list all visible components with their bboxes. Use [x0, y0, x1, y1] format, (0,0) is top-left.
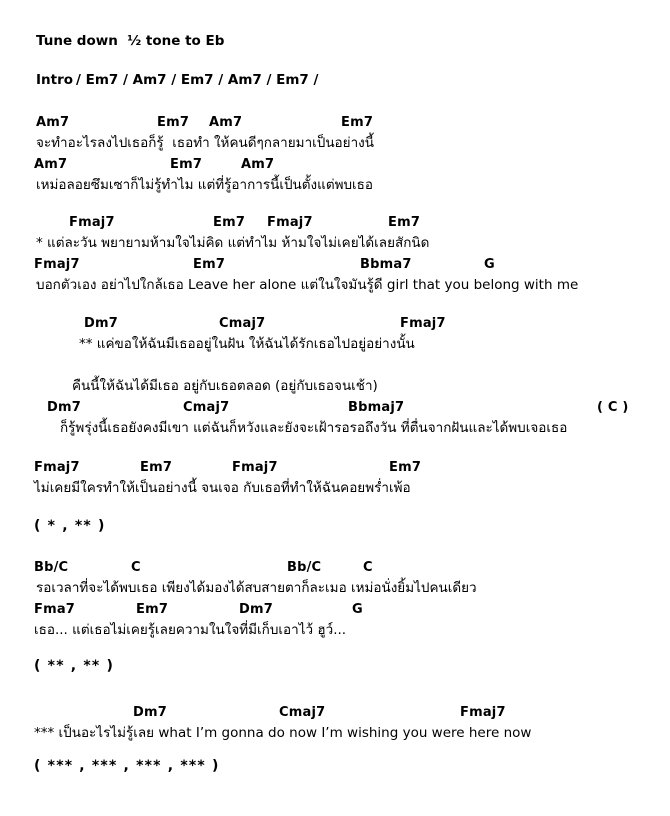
- chord: Cmaj7: [183, 400, 230, 415]
- chord: Em7: [341, 115, 374, 130]
- chord: Am7: [34, 157, 68, 172]
- chord: Em7: [389, 460, 422, 475]
- lyric-text: บอกตัวเอง อย่าไปใกล้เธอ Leave her alone แต่ในใจมันรู้ดี girl that you belong with me: [36, 277, 579, 293]
- chord-row: [0, 212, 670, 233]
- lyric-row: [0, 376, 670, 397]
- chord: Bb/C: [287, 560, 322, 575]
- lyric-text: * แต่ละวัน พยายามห้ามใจไม่คิด แต่ทำไม ห้ามใจไม่เคยได้เลยสักนิด: [36, 235, 430, 251]
- lyric-text: เหม่อลอยซึมเซาก็ไม่รู้ทำไม แต่ที่รู้อาการนี้เป็นตั้งแต่พบเธอ: [36, 177, 374, 193]
- lyric-text: รอเวลาที่จะได้พบเธอ เพียงได้มองได้สบสายตาก็ละเมอ เหม่อนั่งยิ้มไปคนเดียว: [36, 580, 477, 596]
- chord-row: [0, 313, 670, 334]
- repeat-marker-3: ( *** , *** , *** , *** ): [34, 758, 220, 774]
- chord: Dm7: [84, 316, 118, 331]
- lyric-row: [0, 723, 670, 744]
- chord: Em7: [193, 257, 226, 272]
- chord: Fmaj7: [69, 215, 115, 230]
- chord: G: [352, 602, 363, 617]
- lyric-text: เธอ... แต่เธอไม่เคยรู้เลยความในใจที่มีเก็บเอาไว้ ฮูว์...: [34, 622, 347, 638]
- chord: Am7: [36, 115, 70, 130]
- chord-row: [0, 702, 670, 723]
- tuning-instruction: Tune down ½ tone to Eb: [36, 33, 225, 49]
- chord: Fmaj7: [267, 215, 313, 230]
- section-verse-1: [0, 112, 670, 196]
- lyric-text: ** แค่ขอให้ฉันมีเธออยู่ในฝัน ให้ฉันได้รักเธอไปอยู่อย่างนั้น: [79, 336, 415, 352]
- lyric-text: จะทำอะไรลงไปเธอก็รู้ เธอทำ ให้คนดีๆกลายมาเป็นอย่างนี้: [36, 135, 374, 151]
- chord-row: [0, 457, 670, 478]
- lyric-row: [0, 578, 670, 599]
- chord-row: [0, 397, 670, 418]
- intro-label: Intro: [36, 72, 74, 88]
- chord: Em7: [170, 157, 203, 172]
- chord: C: [363, 560, 373, 575]
- chord: Em7: [157, 115, 190, 130]
- chord-row: [0, 254, 670, 275]
- chord-row: [0, 557, 670, 578]
- lyric-row: [0, 620, 670, 641]
- chord: Cmaj7: [219, 316, 266, 331]
- chord: Bb/C: [34, 560, 69, 575]
- lyric-row: [0, 175, 670, 196]
- chord: Bbmaj7: [348, 400, 405, 415]
- chord: Em7: [213, 215, 246, 230]
- chord: Fma7: [34, 602, 76, 617]
- lyric-text: *** เป็นอะไรไม่รู้เลย what I’m gonna do now I’m wishing you were here now: [34, 725, 532, 741]
- chord-row: [0, 154, 670, 175]
- lyric-row: [0, 275, 670, 296]
- chord: Fmaj7: [460, 705, 506, 720]
- chord: Fmaj7: [232, 460, 278, 475]
- repeat-marker-1: ( * , ** ): [34, 518, 106, 534]
- intro-chords: / Em7 / Am7 / Em7 / Am7 / Em7 /: [76, 72, 319, 88]
- section-chorus-1: [0, 212, 670, 296]
- chord: Cmaj7: [279, 705, 326, 720]
- lyric-text: คืนนี้ให้ฉันได้มีเธอ อยู่กับเธอตลอด (อยู่กับเธอจนเช้า): [72, 378, 378, 394]
- chord: Fmaj7: [400, 316, 446, 331]
- chord-alternate: ( C ): [597, 400, 629, 415]
- chord: Dm7: [47, 400, 81, 415]
- chord: Em7: [140, 460, 173, 475]
- lyric-text: ก็รู้พรุ่งนี้เธอยังคงมีเขา แต่ฉันก็หวังและยังจะเฝ้ารอรอถึงวัน ที่ตื่นจากฝันและได้พบเจอเธอ: [60, 420, 568, 436]
- chord: Fmaj7: [34, 257, 80, 272]
- chord: G: [484, 257, 495, 272]
- chord-row: [0, 112, 670, 133]
- chord: Em7: [136, 602, 169, 617]
- lyric-row: [0, 418, 670, 439]
- section-chorus-2: [0, 313, 670, 439]
- spacer-row: [0, 355, 670, 376]
- lyric-row: [0, 478, 670, 499]
- chord: Dm7: [239, 602, 273, 617]
- section-chorus-3: [0, 702, 670, 744]
- chord: C: [131, 560, 141, 575]
- lyric-text: ไม่เคยมีใครทำให้เป็นอย่างนี้ จนเจอ กับเธอที่ทำให้ฉันคอยพร่ำเพ้อ: [34, 480, 411, 496]
- chord: Em7: [388, 215, 421, 230]
- repeat-marker-2: ( ** , ** ): [34, 658, 115, 674]
- chord: Dm7: [133, 705, 167, 720]
- lyric-row: [0, 133, 670, 154]
- section-bridge: [0, 457, 670, 499]
- chord: Am7: [241, 157, 275, 172]
- chord-row: [0, 599, 670, 620]
- lyric-row: [0, 233, 670, 254]
- chord: Bbma7: [360, 257, 412, 272]
- chord: Fmaj7: [34, 460, 80, 475]
- chord: Am7: [209, 115, 243, 130]
- lyric-row: [0, 334, 670, 355]
- section-verse-2: [0, 557, 670, 641]
